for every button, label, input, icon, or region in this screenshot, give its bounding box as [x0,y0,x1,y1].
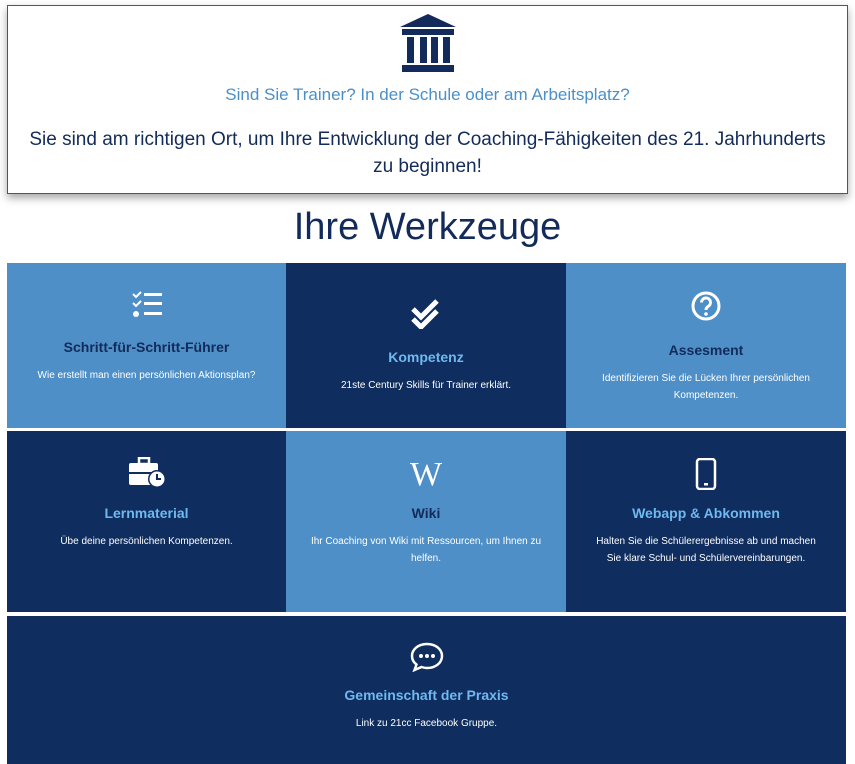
tile-title: Schritt-für-Schritt-Führer [63,339,230,355]
tile-description: Link zu 21cc Facebook Gruppe. [355,718,498,729]
tile-webapp[interactable] [566,431,846,612]
tile-description: Wie erstellt man einen persönlichen Aktionsplan? [37,370,256,381]
tile-title: Wiki [411,505,441,521]
tile-description: Ihr Coaching von Wiki mit Ressourcen, um Ihnen zu helfen. [310,536,542,564]
tile-title: Webapp & Abkommen [632,505,780,521]
checklist-icon [131,291,163,319]
tile-description: Halten Sie die Schülerergebnisse ab und machen Sie klare Schul- und Schülervereinbarungen. [596,536,816,564]
tile-title: Kompetenz [388,349,464,365]
tile-title: Gemeinschaft der Praxis [344,687,509,703]
tile-title: Assesment [668,342,744,358]
tile-description: Identifizieren Sie die Lücken Ihrer persönlichen Kompetenzen. [602,373,810,401]
hero-headline: Sie sind am richtigen Ort, um Ihre Entwicklung der Coaching-Fähigkeiten des 21. Jahrhunderts zu beginnen! [29,129,826,177]
chat-bubble-icon [410,642,444,672]
tile-schritt-fuer-schritt[interactable] [7,263,286,428]
briefcase-clock-icon [127,457,167,489]
tile-assesment[interactable] [566,263,846,428]
tile-kompetenz[interactable] [286,263,566,428]
tile-lernmaterial[interactable] [7,431,286,612]
section-title: Ihre Werkzeuge [293,206,562,248]
intro-panel [7,5,848,194]
question-circle-icon [690,290,722,322]
mobile-phone-icon [694,458,718,490]
institution-icon [398,14,458,74]
wikipedia-icon [406,458,446,488]
tile-description: 21ste Century Skills für Trainer erklärt. [340,380,512,391]
tile-description: Übe deine persönlichen Kompetenzen. [60,536,233,547]
tile-gemeinschaft[interactable] [7,616,846,764]
hero-subtitle: Sind Sie Trainer? In der Schule oder am Arbeitsplatz? [225,85,630,104]
svg-text:W: W [409,458,443,488]
double-check-icon [410,297,442,329]
tile-wiki[interactable] [286,431,566,612]
tile-title: Lernmaterial [104,505,189,521]
